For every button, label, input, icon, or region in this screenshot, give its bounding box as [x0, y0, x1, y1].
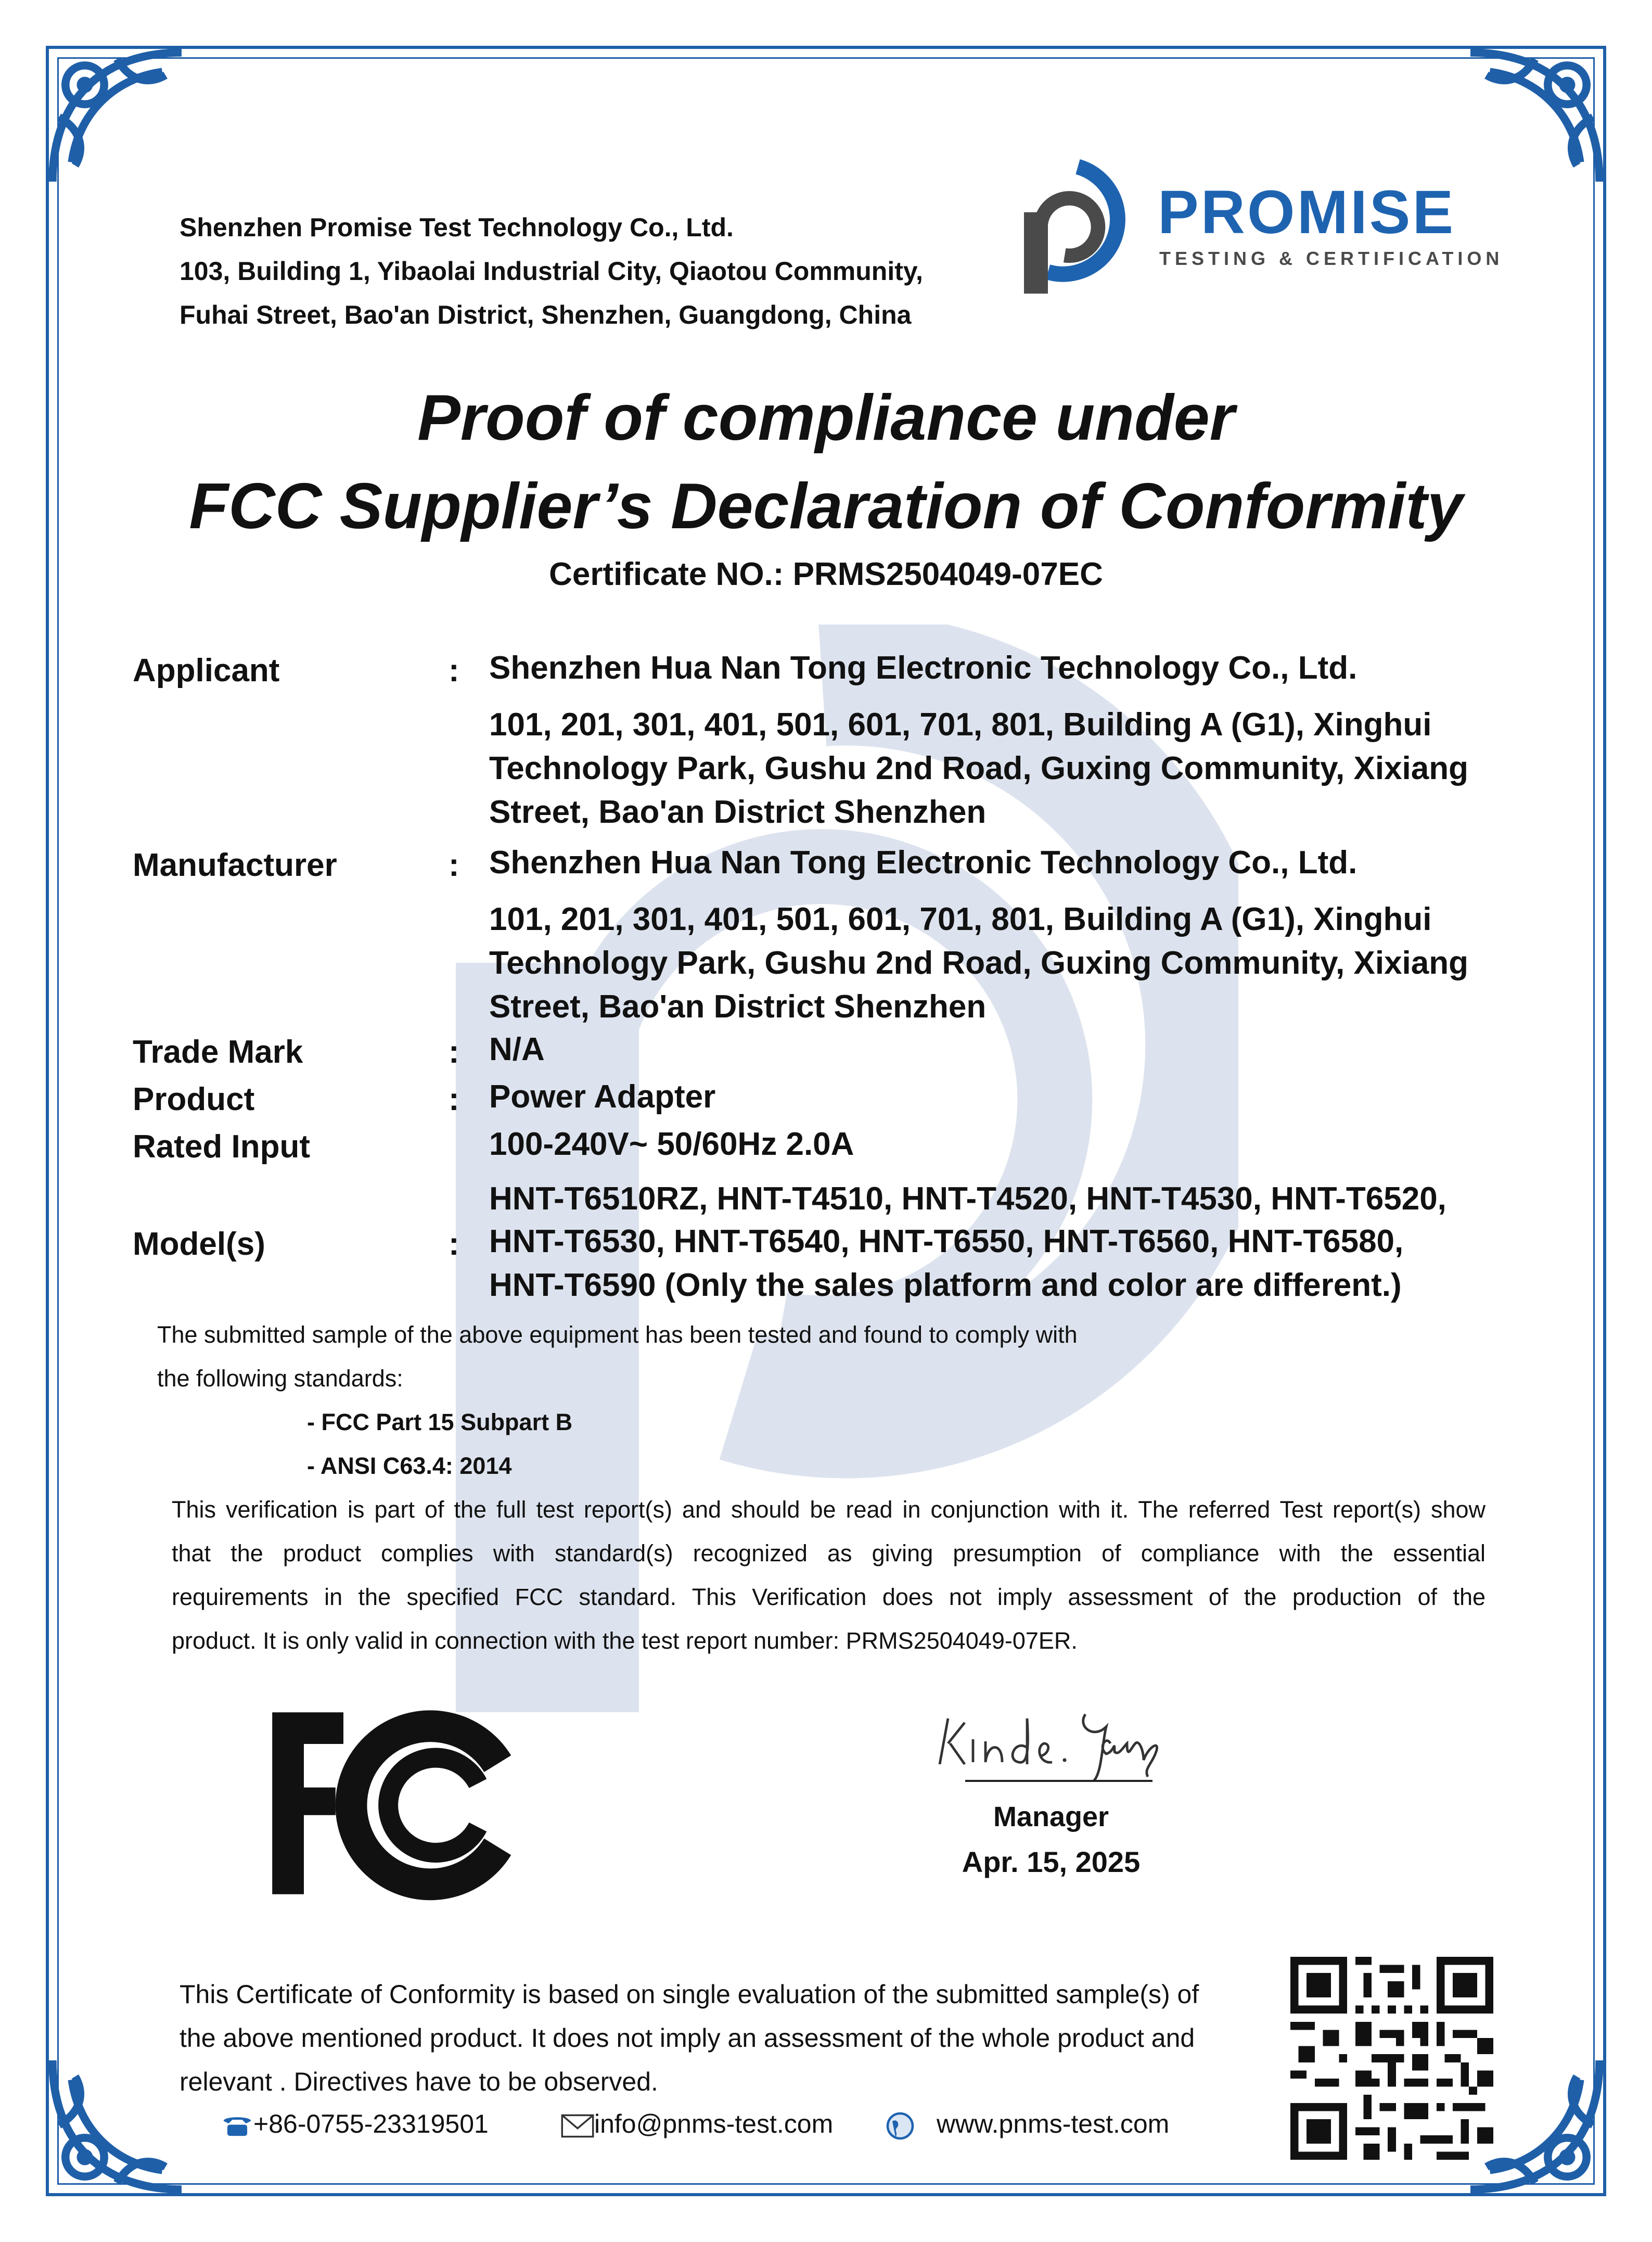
signature	[931, 1702, 1181, 1785]
corner-ornament-bottom-left	[36, 2044, 198, 2206]
verification-line4: product. It is only valid in connection with the test report number: PRMS2504049-07ER.	[172, 1627, 1078, 1654]
footer-line2: the above mentioned product. It does not imply an assessment of the whole product and	[180, 2023, 1195, 2053]
models-colon: :	[449, 1226, 459, 1262]
footer-line3: relevant . Directives have to be observed.	[180, 2067, 658, 2096]
rated-input-value: 100-240V~ 50/60Hz 2.0A	[489, 1126, 854, 1162]
verification-line1: This verification is part of the full test report(s) and should be read in conjunction with it. The referred Test report(s) show	[172, 1496, 1485, 1523]
manufacturer-address-line2: Technology Park, Gushu 2nd Road, Guxing Community, Xixiang	[489, 945, 1469, 981]
manufacturer-address-line1: 101, 201, 301, 401, 501, 601, 701, 801, Building A (G1), Xinghui	[489, 901, 1432, 937]
envelope-icon	[561, 2114, 594, 2138]
applicant-label: Applicant	[133, 653, 280, 689]
applicant-address-line3: Street, Bao'an District Shenzhen	[489, 794, 987, 830]
signature-date: Apr. 15, 2025	[962, 1845, 1141, 1878]
contact-website-text: www.pnms-test.com	[937, 2109, 1170, 2138]
signatory-title: Manager	[993, 1801, 1109, 1832]
manufacturer-name: Shenzhen Hua Nan Tong Electronic Technology Co., Ltd.	[489, 845, 1358, 881]
trade-mark-label: Trade Mark	[133, 1034, 303, 1070]
standard-ansi-c63: - ANSI C63.4: 2014	[307, 1453, 512, 1479]
trade-mark-colon: :	[449, 1034, 459, 1070]
promise-logo-tagline: TESTING & CERTIFICATION	[1159, 248, 1504, 269]
contact-website[interactable]	[885, 2109, 1169, 2142]
contact-email-text: info@pnms-test.com	[594, 2109, 834, 2138]
promise-logo-name: PROMISE	[1158, 178, 1456, 247]
product-colon: :	[449, 1081, 459, 1117]
corner-ornament-top-right	[1454, 36, 1616, 198]
product-value: Power Adapter	[489, 1079, 716, 1115]
manufacturer-address-line3: Street, Bao'an District Shenzhen	[489, 989, 987, 1025]
trade-mark-value: N/A	[489, 1031, 545, 1067]
product-label: Product	[133, 1081, 255, 1117]
manufacturer-label: Manufacturer	[133, 847, 337, 883]
certificate-number: Certificate NO.: PRMS2504049-07EC	[549, 556, 1103, 592]
models-label: Model(s)	[133, 1226, 265, 1262]
models-line1: HNT-T6510RZ, HNT-T4510, HNT-T4520, HNT-T4530, HNT-T6520,	[489, 1181, 1446, 1217]
models-line3: HNT-T6590 (Only the sales platform and color are different.)	[489, 1267, 1402, 1303]
phone-icon	[221, 2113, 253, 2138]
applicant-colon: :	[449, 653, 459, 689]
verification-line3: requirements in the specified FCC standard. This Verification does not imply assessment of the production of the	[172, 1584, 1485, 1610]
models-line2: HNT-T6530, HNT-T6540, HNT-T6550, HNT-T6560, HNT-T6580,	[489, 1224, 1404, 1259]
statement-line1: The submitted sample of the above equipment has been tested and found to comply with	[157, 1321, 1078, 1348]
statement-line2: the following standards:	[157, 1365, 403, 1392]
applicant-address-line1: 101, 201, 301, 401, 501, 601, 701, 801, Building A (G1), Xinghui	[489, 707, 1432, 743]
issuer-name: Shenzhen Promise Test Technology Co., Ltd.	[180, 213, 734, 242]
issuer-address-line1: 103, Building 1, Yibaolai Industrial City, Qiaotou Community,	[180, 257, 923, 286]
contact-phone[interactable]	[221, 2109, 489, 2139]
manufacturer-colon: :	[449, 847, 459, 883]
contact-phone-text: +86-0755-23319501	[253, 2109, 489, 2138]
applicant-address-line2: Technology Park, Gushu 2nd Road, Guxing Community, Xixiang	[489, 750, 1469, 786]
rated-input-label: Rated Input	[133, 1129, 310, 1165]
contact-email[interactable]	[561, 2109, 833, 2139]
issuer-address-line2: Fuhai Street, Bao'an District, Shenzhen, Guangdong, China	[180, 300, 912, 329]
qr-code[interactable]	[1290, 1957, 1493, 2160]
title-line1: Proof of compliance under	[417, 382, 1235, 454]
standard-fcc-part15: - FCC Part 15 Subpart B	[307, 1409, 573, 1435]
fcc-logo	[260, 1704, 526, 1902]
corner-ornament-top-left	[36, 36, 198, 198]
footer-line1: This Certificate of Conformity is based on single evaluation of the submitted sample(s) of	[180, 1980, 1199, 2009]
promise-logo-icon	[1012, 156, 1132, 302]
title-line2: FCC Supplier’s Declaration of Conformity	[189, 470, 1463, 542]
verification-line2: that the product complies with standard(s) recognized as giving presumption of compliance with the essential	[172, 1540, 1485, 1566]
applicant-name: Shenzhen Hua Nan Tong Electronic Technology Co., Ltd.	[489, 650, 1358, 686]
signature-line	[965, 1780, 1152, 1782]
globe-icon	[885, 2110, 916, 2142]
